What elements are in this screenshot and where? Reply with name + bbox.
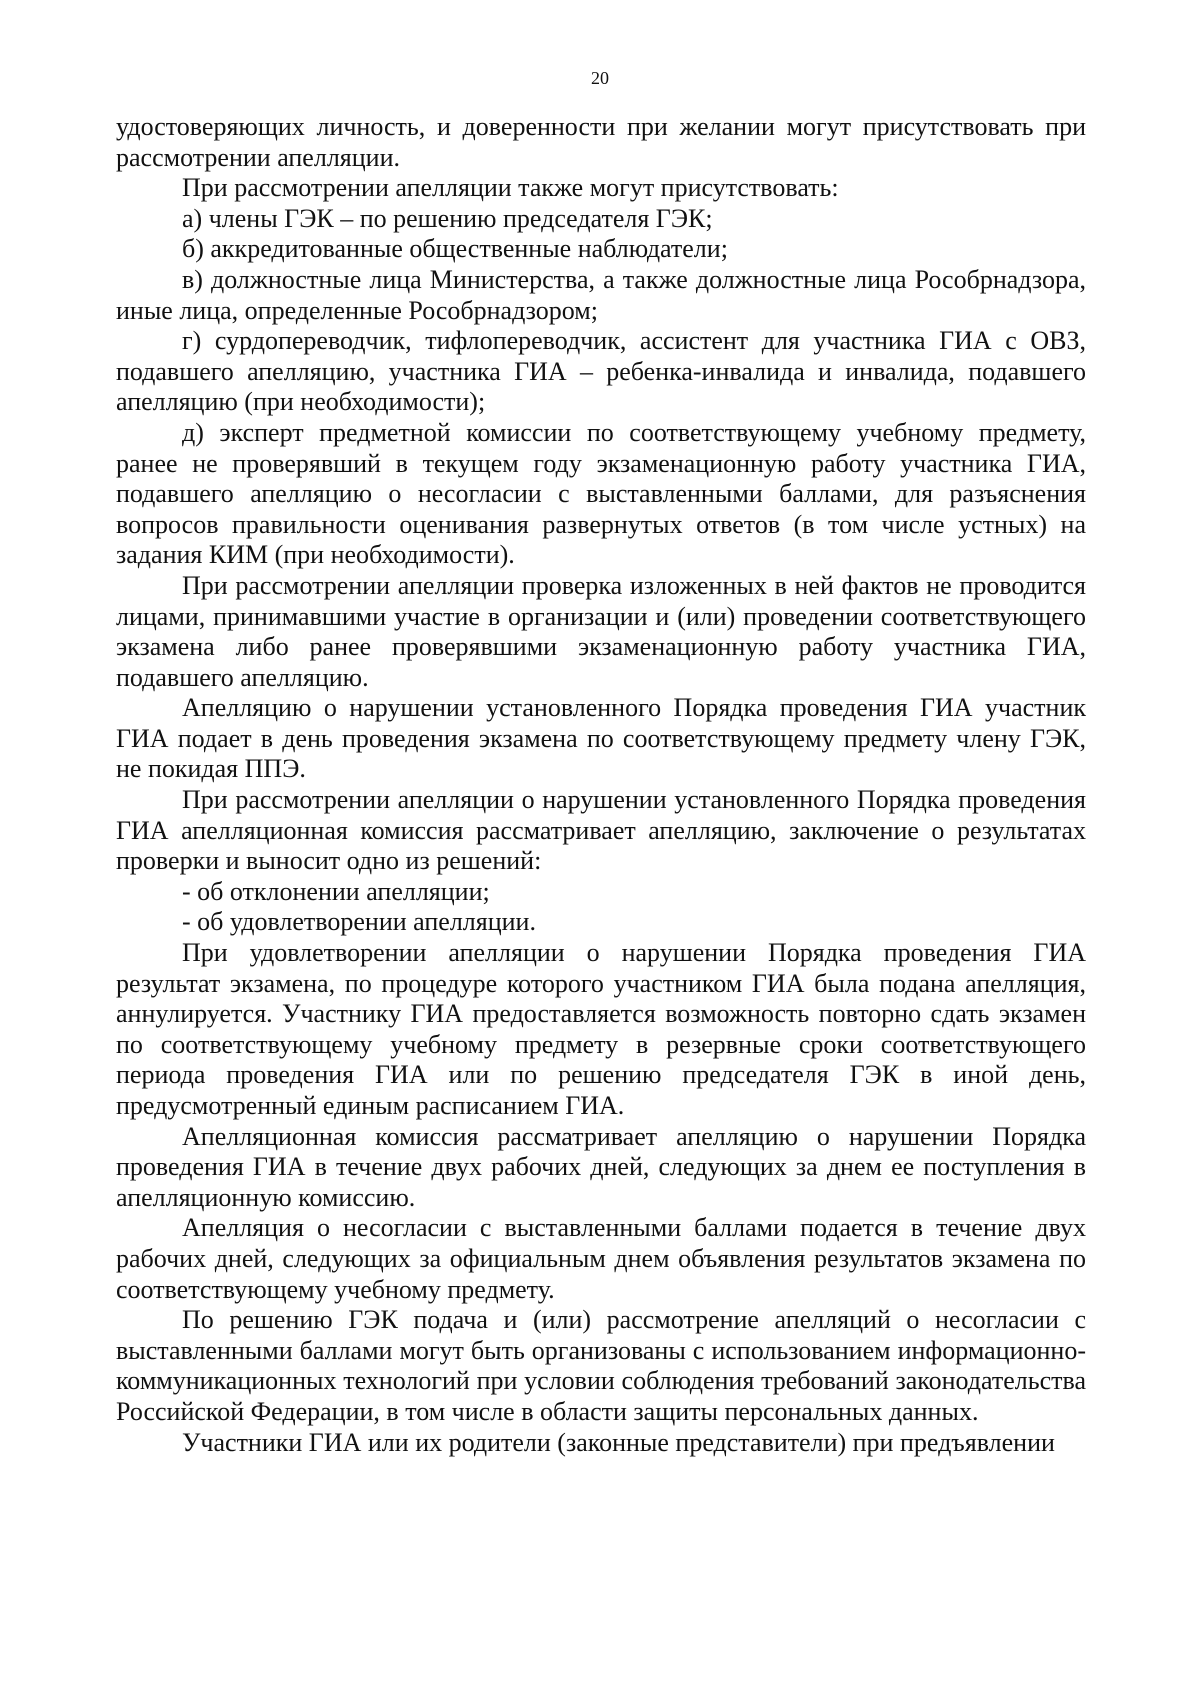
document-body bbox=[116, 112, 1086, 1458]
paragraph: По решению ГЭК подача и (или) рассмотрение апелляций о несогласии с выставленными баллами могут быть организованы с использованием информационно-коммуникационных технологий при условии соблюдения требований законодательства Российской Федерации, в том числе в области защиты персональных данных. bbox=[116, 1305, 1086, 1426]
paragraph: Апелляцию о нарушении установленного Порядка проведения ГИА участник ГИА подает в день проведения экзамена по соответствующему предмету члену ГЭК, не покидая ППЭ. bbox=[116, 693, 1086, 784]
list-item: д) эксперт предметной комиссии по соответствующему учебному предмету, ранее не проверявший в текущем году экзаменационную работу участника ГИА, подавшего апелляцию о несогласии с выставленными баллами, для разъяснения вопросов правильности оценивания развернутых ответов (в том числе устных) на задания КИМ (при необходимости). bbox=[116, 417, 1086, 570]
list-item: - об удовлетворении апелляции. bbox=[182, 907, 536, 937]
paragraph: Участники ГИА или их родители (законные представители) при предъявлении bbox=[182, 1427, 1055, 1457]
list-item: а) члены ГЭК – по решению председателя ГЭК; bbox=[182, 203, 713, 233]
paragraph: При рассмотрении апелляции проверка изложенных в ней фактов не проводится лицами, принимавшими участие в организации и (или) проведении соответствующего экзамена либо ранее проверявшими экзаменационную работу участника ГИА, подавшего апелляцию. bbox=[116, 570, 1086, 692]
paragraph: Апелляционная комиссия рассматривает апелляцию о нарушении Порядка проведения ГИА в течение двух рабочих дней, следующих за днем ее поступления в апелляционную комиссию. bbox=[116, 1121, 1086, 1212]
list-item: г) сурдопереводчик, тифлопереводчик, ассистент для участника ГИА с ОВЗ, подавшего апелляцию, участника ГИА – ребенка-инвалида и инвалида, подавшего апелляцию (при необходимости); bbox=[116, 326, 1086, 417]
list-item: б) аккредитованные общественные наблюдатели; bbox=[182, 234, 728, 264]
list-item: в) должностные лица Министерства, а также должностные лица Рособрнадзора, иные лица, определенные Рособрнадзором; bbox=[116, 264, 1086, 325]
paragraph: При удовлетворении апелляции о нарушении Порядка проведения ГИА результат экзамена, по процедуре которого участником ГИА была подана апелляция, аннулируется. Участнику ГИА предоставляется возможность повторно сдать экзамен по соответствующему учебному предмету в резервные сроки соответствующего периода проведения ГИА или по решению председателя ГЭК в иной день, предусмотренный единым расписанием ГИА. bbox=[116, 938, 1086, 1120]
page-number: 20 bbox=[591, 68, 609, 88]
list-item: - об отклонении апелляции; bbox=[182, 876, 490, 906]
paragraph: Апелляция о несогласии с выставленными баллами подается в течение двух рабочих дней, следующих за официальным днем объявления результатов экзамена по соответствующему учебному предмету. bbox=[116, 1213, 1086, 1304]
paragraph: При рассмотрении апелляции также могут присутствовать: bbox=[182, 173, 839, 203]
paragraph: удостоверяющих личность, и доверенности при желании могут присутствовать при рассмотрении апелляции. bbox=[116, 112, 1086, 172]
paragraph: При рассмотрении апелляции о нарушении установленного Порядка проведения ГИА апелляционная комиссия рассматривает апелляцию, заключение о результатах проверки и выносит одно из решений: bbox=[116, 785, 1086, 876]
